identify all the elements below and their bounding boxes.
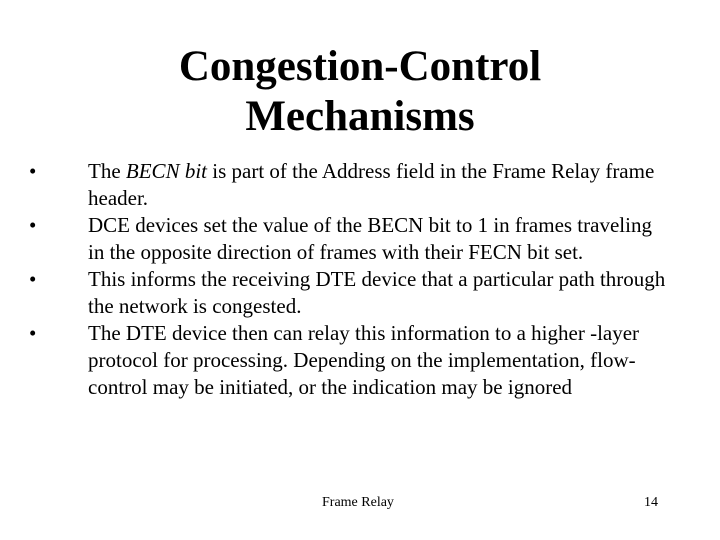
slide-title-line-2: Mechanisms <box>245 93 475 140</box>
bullet-text: This informs the receiving DTE device that a particular path through the network is congested. <box>88 267 666 318</box>
bullet-icon: • <box>29 159 37 183</box>
bullet-item-dce-devices <box>29 212 669 266</box>
bullet-item-dte-relay <box>29 320 669 401</box>
slide-footer: Frame Relay <box>322 495 394 510</box>
bullet-text-end: is part of the Address field in the Frame Relay frame header. <box>88 159 655 210</box>
bullet-icon: • <box>29 213 37 237</box>
slide-title <box>60 42 660 142</box>
bullet-list <box>29 158 669 401</box>
bullet-item-dte-informed <box>29 266 669 320</box>
slide-title-line-1: Congestion-Control <box>178 43 542 90</box>
bullet-item-becn-bit <box>29 158 669 212</box>
bullet-text: DCE devices set the value of the BECN bit to 1 in frames traveling in the opposite direction of frames with their FECN bit set. <box>88 213 652 264</box>
bullet-icon: • <box>29 321 37 345</box>
page-number: 14 <box>644 495 658 510</box>
bullet-text-start: The <box>88 159 126 183</box>
bullet-icon: • <box>29 267 37 291</box>
bullet-emphasis-becn-bit: BECN bit <box>125 159 207 183</box>
bullet-text: The DTE device then can relay this information to a higher -layer protocol for processing. Depending on the implementation, flow-control may be initiated, or the indication may be ignored <box>88 321 640 399</box>
